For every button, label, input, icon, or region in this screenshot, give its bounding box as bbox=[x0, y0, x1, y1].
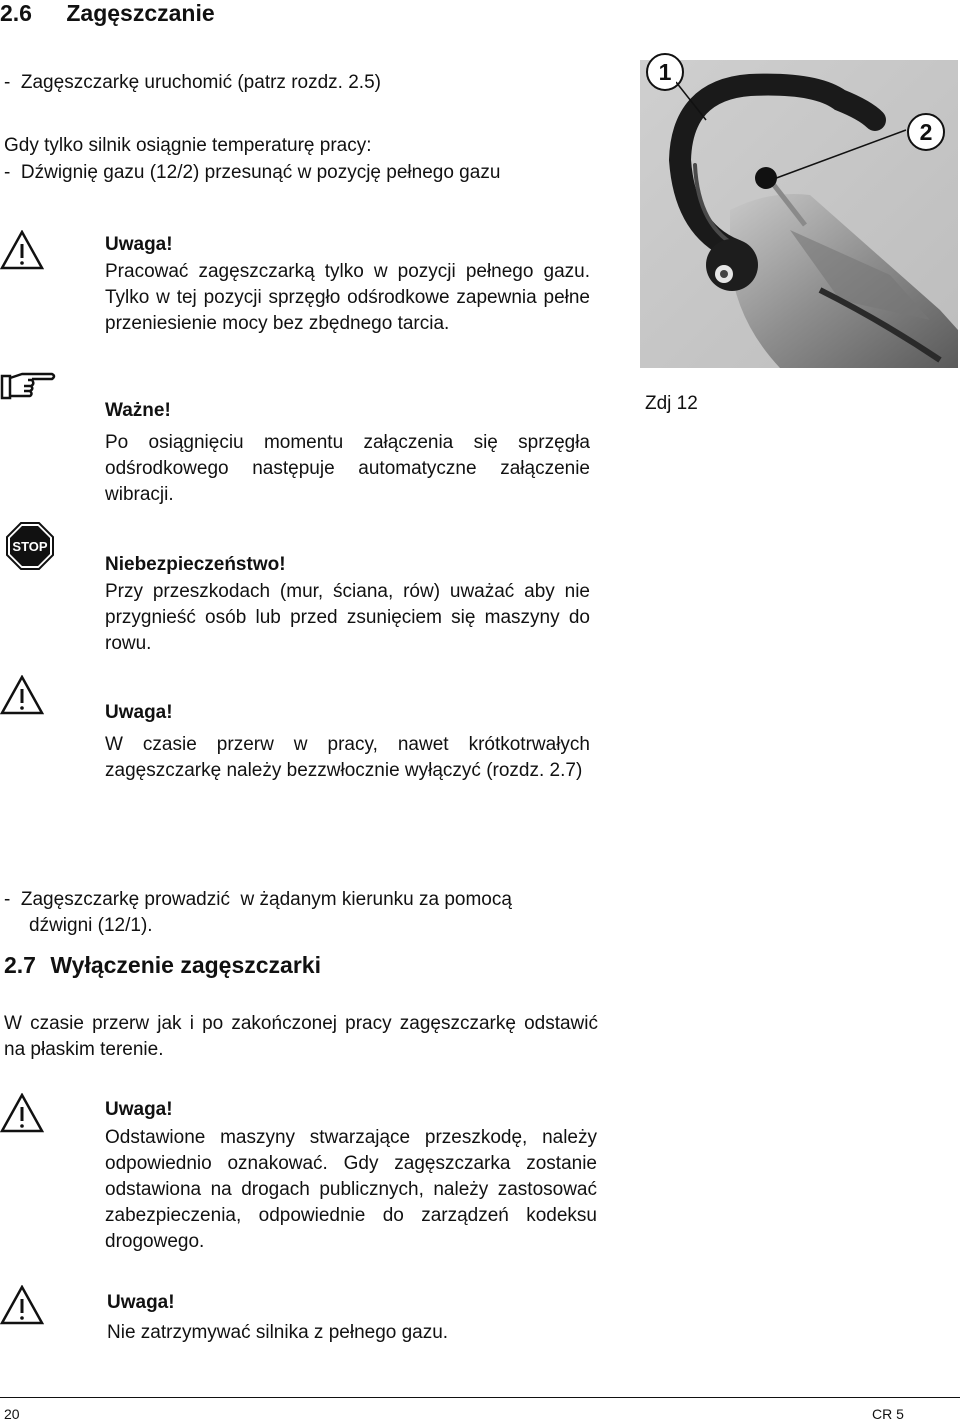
callout-leader-line-1 bbox=[676, 80, 756, 140]
notice-heading: Uwaga! bbox=[105, 234, 173, 255]
pointing-hand-icon bbox=[0, 368, 58, 402]
figure-caption: Zdj 12 bbox=[645, 393, 698, 414]
warning-triangle-icon bbox=[0, 1093, 44, 1133]
notice-text: Przy przeszkodach (mur, ściana, rów) uważać aby nie przygnieść osób lub przed zsunięciem się maszyny do rowu. bbox=[105, 581, 590, 654]
notice-text: Odstawione maszyny stwarzające przeszkodę, należy odpowiednio oznakować. Gdy zagęszczarka zostanie odstawiona na drogach publicznych, należy zastosować zabezpieczenia, odpowiednie do zarządzeń kodeksu drogowego. bbox=[105, 1127, 597, 1252]
warning-triangle-icon bbox=[0, 1285, 44, 1325]
notice-text: Pracować zagęszczarką tylko w pozycji pełnego gazu. Tylko w tej pozycji sprzęgło odśrodkowe zapewnia pełne przeniesienie mocy bez zbędnego tarcia. bbox=[105, 261, 590, 334]
notice-text: W czasie przerw w pracy, nawet krótkotrwałych zagęszczarkę należy bezzwłocznie wyłączyć (rozdz. 2.7) bbox=[105, 734, 590, 781]
section-heading-2-6 bbox=[0, 0, 215, 27]
notice-heading: Uwaga! bbox=[105, 702, 173, 723]
figure-photo bbox=[640, 60, 958, 368]
model-name: CR 5 bbox=[872, 1406, 904, 1422]
notice-heading: Niebezpieczeństwo! bbox=[105, 554, 286, 575]
section-heading-2-7 bbox=[4, 952, 321, 979]
footer-rule bbox=[0, 1397, 960, 1398]
step-guide-line: - Zagęszczarkę prowadzić w żądanym kierunku za pomocą bbox=[4, 889, 512, 910]
warning-triangle-icon bbox=[0, 675, 44, 715]
section-number: 2.7 bbox=[4, 952, 36, 978]
notice-heading: Uwaga! bbox=[105, 1099, 173, 1120]
warning-triangle-icon bbox=[0, 230, 44, 270]
section-body: W czasie przerw jak i po zakończonej pracy zagęszczarkę odstawić na płaskim terenie. bbox=[4, 1013, 598, 1060]
stop-label: STOP bbox=[12, 539, 48, 554]
notice-heading: Uwaga! bbox=[107, 1292, 175, 1313]
notice-text: Po osiągnięciu momentu załączenia się sprzęgła odśrodkowego następuje automatyczne załączenie wibracji. bbox=[105, 432, 590, 505]
intro-text: Gdy tylko silnik osiągnie temperaturę pracy: bbox=[4, 135, 372, 156]
stop-sign-icon bbox=[6, 522, 54, 570]
section-title: Wyłączenie zagęszczarki bbox=[50, 952, 321, 978]
section-title: Zagęszczanie bbox=[66, 0, 215, 26]
notice-text: Nie zatrzymywać silnika z pełnego gazu. bbox=[107, 1322, 449, 1343]
callout-number: 2 bbox=[919, 119, 933, 145]
step-guide bbox=[4, 887, 512, 939]
notice-heading: Ważne! bbox=[105, 400, 171, 421]
section-number: 2.6 bbox=[0, 0, 32, 26]
callout-number: 1 bbox=[658, 59, 672, 85]
step-throttle: - Dźwignię gazu (12/2) przesunąć w pozycję pełnego gazu bbox=[4, 162, 501, 183]
callout-leader-line-2 bbox=[766, 120, 926, 200]
page-number: 20 bbox=[4, 1406, 20, 1422]
step-guide-line: dźwigni (12/1). bbox=[29, 915, 153, 936]
step-start: - Zagęszczarkę uruchomić (patrz rozdz. 2.5) bbox=[4, 72, 381, 93]
